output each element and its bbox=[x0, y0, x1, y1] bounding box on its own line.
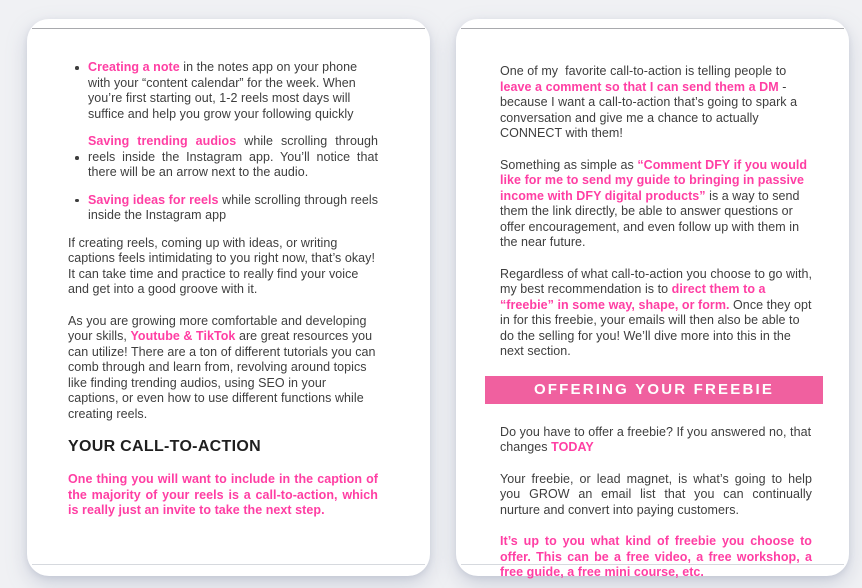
paragraph bbox=[500, 64, 812, 142]
ebook-page-left bbox=[27, 19, 430, 576]
paragraph bbox=[500, 266, 816, 360]
paragraph bbox=[68, 236, 378, 298]
paragraph bbox=[500, 534, 816, 581]
highlighted-text-run: Creating a note bbox=[88, 60, 180, 74]
highlighted-text-run: direct them to a “freebie” in some way, shape, or form. bbox=[500, 282, 770, 312]
ebook-page-right bbox=[456, 19, 849, 579]
text-run: Your freebie, or lead magnet, is what’s going to help you GROW an email list that you can continually nurture and convert into paying customers. bbox=[500, 471, 816, 517]
bullet-item bbox=[68, 60, 378, 122]
section-heading: YOUR CALL-TO-ACTION bbox=[68, 438, 261, 455]
highlighted-text-run: Saving trending audios bbox=[88, 134, 237, 148]
paragraph bbox=[68, 314, 378, 423]
text-run: Something as simple as bbox=[500, 157, 638, 172]
text-run: - because I want a call-to-action that’s going to spark a conversation and give me a chance to actually CONNECT with them! bbox=[500, 79, 801, 140]
highlighted-text-run: Youtube & TikTok bbox=[130, 329, 236, 343]
text-run: Regardless of what call-to-action you choose to go with, my best recommendation is to bbox=[500, 266, 816, 296]
text-run: As you are growing more comfortable and developing your skills, bbox=[68, 313, 371, 343]
highlighted-text-run: “Comment DFY if you would like for me to send my guide to bringing in passive income with DFY digital products” bbox=[500, 157, 811, 203]
text-run: is a way to send them the link directly, be able to answer questions or offer encouragement, and even follow up with them in the near future. bbox=[500, 188, 804, 249]
paragraph bbox=[68, 472, 382, 519]
paragraph bbox=[500, 424, 815, 456]
paragraph bbox=[500, 471, 816, 519]
section-banner: OFFERING YOUR FREEBIE bbox=[485, 376, 823, 404]
text-run: are great resources you can utilize! There are a ton of different tutorials you can comb through and learn from, revolving around topics like finding trending audios, using SEO in your captions, or even how to use different functions while creating reels. bbox=[68, 329, 380, 421]
bullet-list bbox=[68, 60, 382, 224]
bullet-item bbox=[68, 134, 382, 181]
text-run: One of my favorite call-to-action is telling people to bbox=[500, 64, 790, 78]
text-run: Do you have to offer a freebie? If you answered no, that changes bbox=[500, 424, 815, 454]
text-run: in the notes app on your phone with your “content calendar” for the week. When you’re first starting out, 1-2 reels most days will suffice and help you grow your following quickly bbox=[88, 60, 361, 121]
highlighted-text-run: Saving ideas for reels bbox=[88, 192, 219, 207]
bullet-item bbox=[68, 192, 382, 224]
paragraph bbox=[500, 158, 812, 251]
text-run: Once they opt in for this freebie, your emails will then also be able to do the selling for you! We’ll dive more into this in the next section. bbox=[500, 297, 816, 358]
highlighted-text-run: One thing you will want to include in the caption of the majority of your reels is a call-to-action, which is really just an invite to take the next step. bbox=[68, 472, 382, 517]
text-run: while scrolling through reels inside the Instagram app. You’ll notice that there will be an arrow next to the audio. bbox=[88, 134, 382, 179]
text-run: while scrolling through reels inside the Instagram app bbox=[88, 192, 382, 222]
text-run: If creating reels, coming up with ideas, or writing captions feels intimidating to you right now, that’s okay! It can take time and practice to really find your voice and get into a good groove with it. bbox=[68, 235, 379, 296]
highlighted-text-run: TODAY bbox=[551, 440, 594, 454]
highlighted-text-run: It’s up to you what kind of freebie you choose to offer. This can be a free video, a free workshop, a free guide, a free mini course, etc. bbox=[500, 534, 816, 579]
highlighted-text-run: leave a comment so that I can send them a DM bbox=[500, 79, 779, 94]
